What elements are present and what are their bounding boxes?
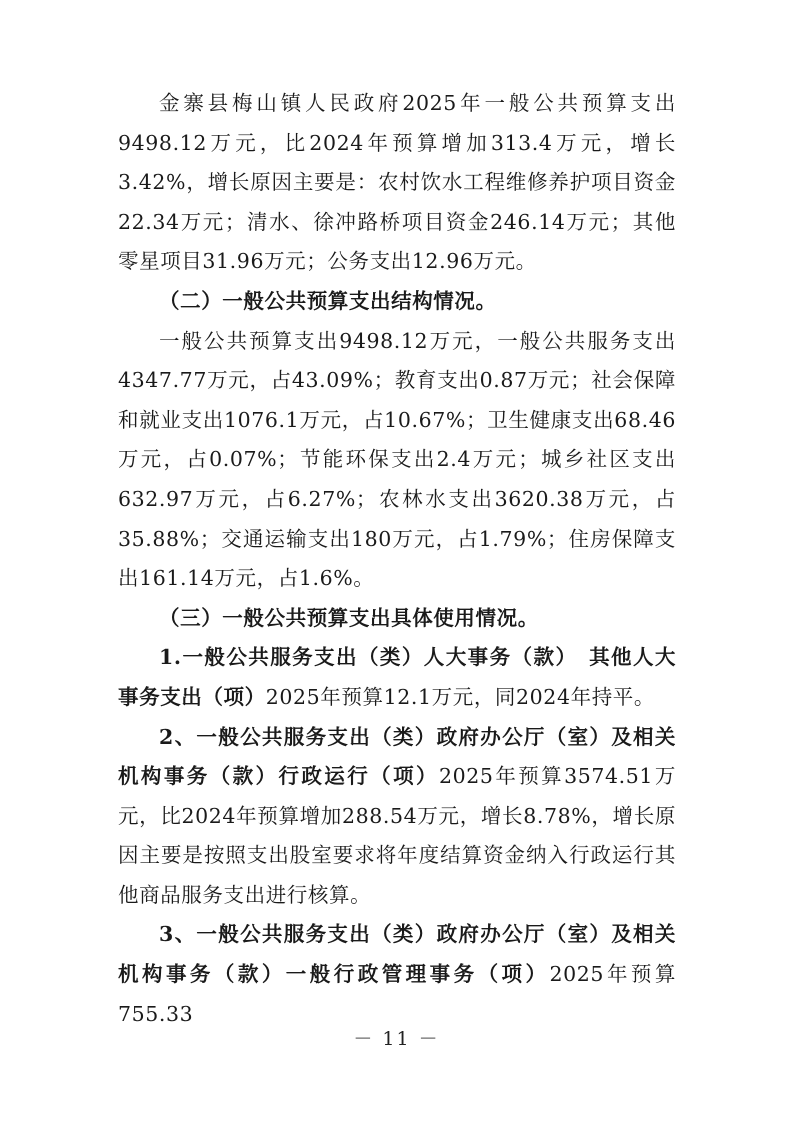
item-3-title: 3、一般公共服务支出（类）政府办公厅（室）及相关机构事务（款）一般行政管理事务（项）: [118, 922, 676, 987]
item-3-body: 2025年预算755.33: [118, 962, 676, 1026]
body-text: [118, 84, 676, 1034]
paragraph-item-1: [118, 638, 676, 717]
item-1-title: 1.一般公共服务支出（类）人大事务（款） 其他人大事务支出（项）: [118, 645, 676, 709]
paragraph-item-2: [118, 718, 676, 916]
item-2-title: 2、一般公共服务支出（类）政府办公厅（室）及相关机构事务（款）行政运行（项）: [118, 724, 676, 789]
heading-expenditure-structure: （二）一般公共预算支出结构情况。: [159, 288, 497, 313]
item-2-body: 2025年预算3574.51万元，比2024年预算增加288.54万元，增长8.78%，增长原因主要是按照支出股室要求将年度结算资金纳入行政运行其他商品服务支出进行核算。: [118, 764, 676, 907]
paragraph-expenditure-structure: 一般公共预算支出9498.12万元，一般公共服务支出4347.77万元，占43.09%；教育支出0.87万元；社会保障和就业支出1076.1万元，占10.67%；卫生健康支出68.46万元，占0.07%；节能环保支出2.4万元；城乡社区支出632.97万元，占6.27%；农林水支出3620.38万元，占35.88%；交通运输支出180万元，占1.79%；住房保障支出161.14万元，占1.6%。: [118, 328, 676, 591]
page-number: － 11 －: [353, 1028, 440, 1050]
paragraph-item-3: [118, 915, 676, 1034]
paragraph-budget-summary: 金寨县梅山镇人民政府2025年一般公共预算支出9498.12万元，比2024年预算增加313.4万元，增长3.42%，增长原因主要是：农村饮水工程维修养护项目资金22.34万元；清水、徐冲路桥项目资金246.14万元；其他零星项目31.96万元；公务支出12.96万元。: [118, 91, 676, 274]
heading-expenditure-usage: （三）一般公共预算支出具体使用情况。: [159, 605, 539, 630]
item-1-body: 2025年预算12.1万元，同2024年持平。: [265, 684, 655, 709]
